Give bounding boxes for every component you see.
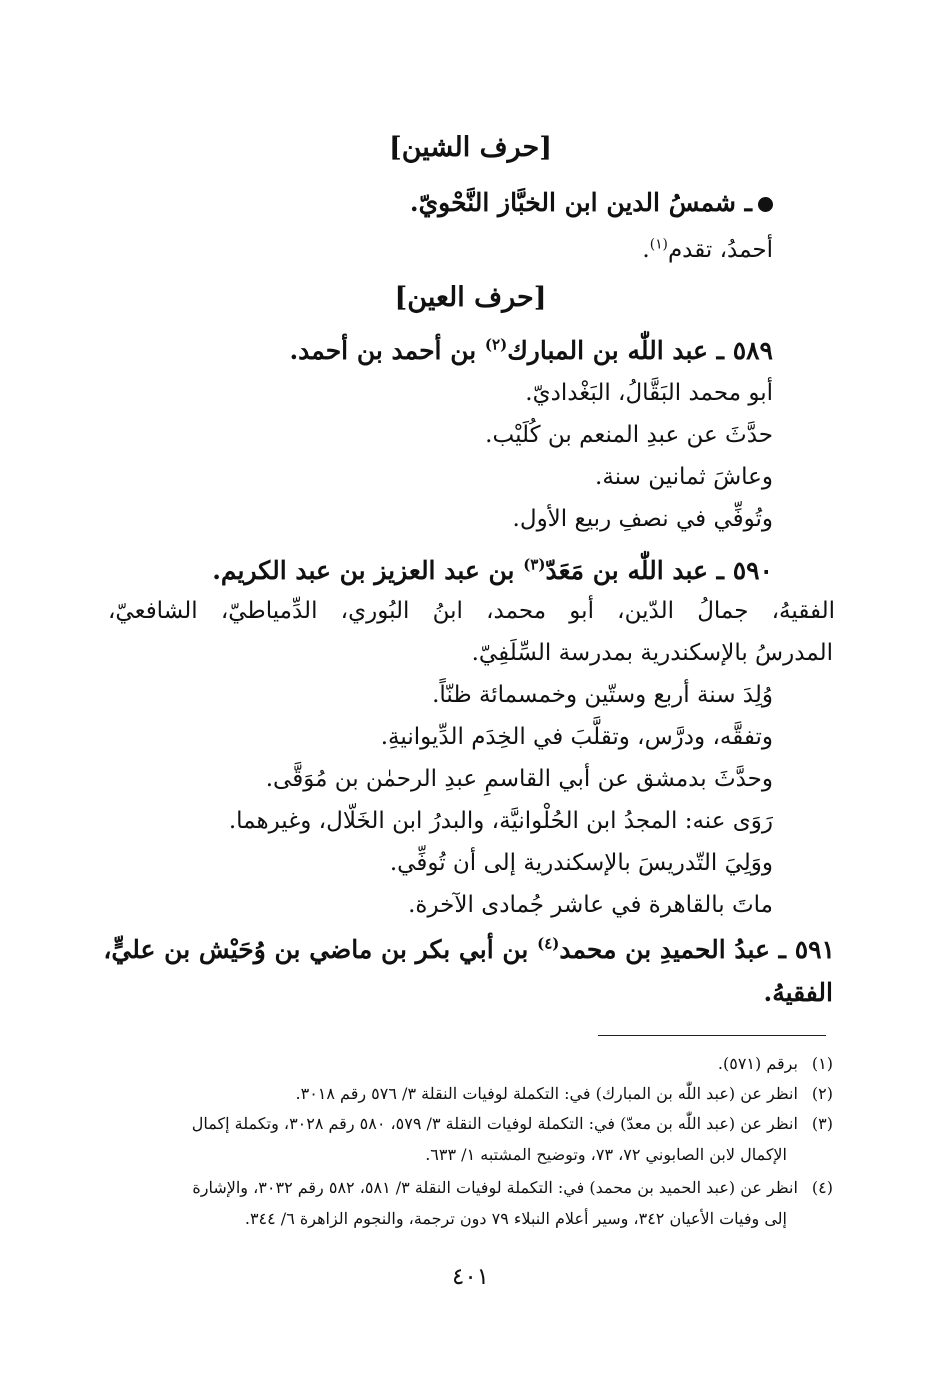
footnote-1 <box>718 1054 833 1073</box>
entry-590-line-wide: الفقيهُ، جمالُ الدّين، أبو محمد، ابنُ البُوري، الدِّمياطيّ، الشافعيّ، <box>108 598 835 624</box>
footnote-4-cont: إلى وفيات الأعيان ٣٤٢، وسير أعلام النبلاء ٧٩ دون ترجمة، والنجوم الزاهرة ٦/ ٣٤٤. <box>244 1209 787 1228</box>
entry-590-line: ووَلِيَ التّدريسَ بالإسكندرية إلى أن تُوفِّي. <box>389 850 773 876</box>
entry-shams-title-text: ـ شمسُ الدين ابن الخبَّاز النَّحْويّ. <box>409 188 752 217</box>
entry-590-line: رَوَى عنه: المجدُ ابن الحُلْوانيَّة، والبدرُ ابن الخَلّال، وغيرهما. <box>228 808 773 834</box>
footnote-ref-1: (١) <box>649 236 668 253</box>
entry-591-line2: الفقيهُ. <box>763 978 833 1007</box>
entry-589-line: أبو محمد البَقَّالُ، البَغْداديّ. <box>525 380 773 406</box>
entry-590-title-a: ٥٩٠ ـ عبد اللّٰه بن مَعَدّ <box>545 556 773 585</box>
footnote-ref-2: (٢) <box>484 335 508 354</box>
footnote-ref-4: (٤) <box>537 934 560 953</box>
footnote-3 <box>192 1114 833 1133</box>
footnote-text: برقم (٥٧١). <box>717 1054 798 1073</box>
entry-589-title <box>289 336 773 365</box>
footnote-number: (٤) <box>811 1178 833 1197</box>
page-number: ٤٠١ <box>451 1264 490 1290</box>
entry-589-line: وتُوفِّي في نصفِ ربيع الأول. <box>512 506 773 532</box>
footnote-2 <box>296 1084 834 1103</box>
entry-591-title-b: بن أبي بكر بن ماضي بن وُحَيْش بن عليٍّ، <box>103 935 538 964</box>
entry-shams-line1 <box>642 237 773 263</box>
entry-590-title-b: بن عبد العزيز بن عبد الكريم. <box>212 556 524 585</box>
footnote-ref-3: (٣) <box>523 555 546 574</box>
entry-589-title-b: بن أحمد بن أحمد. <box>289 336 485 365</box>
entry-589-line: وعاشَ ثمانين سنة. <box>595 464 773 490</box>
footnote-4 <box>192 1178 833 1197</box>
footnote-separator <box>598 1035 826 1036</box>
footnote-number: (١) <box>811 1054 833 1073</box>
footnote-text: انظر عن (عبد الحميد بن محمد) في: التكملة لوفيات النقلة ٣/ ٥٨١، ٥٨٢ رقم ٣٠٣٢، والإشارة <box>192 1178 798 1197</box>
entry-591-title-a: ٥٩١ ـ عبدُ الحميدِ بن محمد <box>559 935 835 964</box>
entry-shams-end: . <box>642 237 650 263</box>
footnote-text: انظر عن (عبد اللّٰه بن المبارك) في: التكملة لوفيات النقلة ٣/ ٥٧٦ رقم ٣٠١٨. <box>295 1084 798 1103</box>
entry-590-line: المدرسُ بالإسكندرية بمدرسة السِّلَفِيّ. <box>471 640 833 666</box>
section-heading-shin: [حرف الشين] <box>388 132 553 163</box>
bullet-icon <box>758 197 773 212</box>
entry-589-line: حدَّثَ عن عبدِ المنعم بن كُلَيْب. <box>485 422 773 448</box>
entry-590-line: ماتَ بالقاهرة في عاشر جُمادى الآخرة. <box>408 892 773 918</box>
footnote-number: (٣) <box>811 1114 833 1133</box>
entry-590-title <box>212 556 773 585</box>
entry-shams-title <box>410 188 773 217</box>
footnote-number: (٢) <box>811 1084 833 1103</box>
section-heading-ain: [حرف العين] <box>394 282 547 313</box>
entry-591-title <box>103 934 835 964</box>
entry-590-line: وتفقَّه، ودرَّس، وتقلَّبَ في الخِدَم الدِّيوانيةِ. <box>380 724 773 750</box>
entry-shams-text: أحمدُ، تقدم <box>667 237 773 263</box>
entry-590-line: وحدَّثَ بدمشق عن أبي القاسمِ عبدِ الرحمٰن بن مُوَقَّى. <box>265 766 773 792</box>
entry-590-line: وُلِدَ سنة أربع وستّين وخمسمائة ظنّاً. <box>432 682 773 708</box>
footnote-text: انظر عن (عبد اللّٰه بن معدّ) في: التكملة لوفيات النقلة ٣/ ٥٧٩، ٥٨٠ رقم ٣٠٢٨، وتكملة إكمال <box>191 1114 798 1133</box>
footnote-3-cont: الإكمال لابن الصابوني ٧٢، ٧٣، وتوضيح المشتبه ١/ ٦٣٣. <box>425 1145 787 1164</box>
entry-589-title-a: ٥٨٩ ـ عبد اللّٰه بن المبارك <box>507 336 773 365</box>
